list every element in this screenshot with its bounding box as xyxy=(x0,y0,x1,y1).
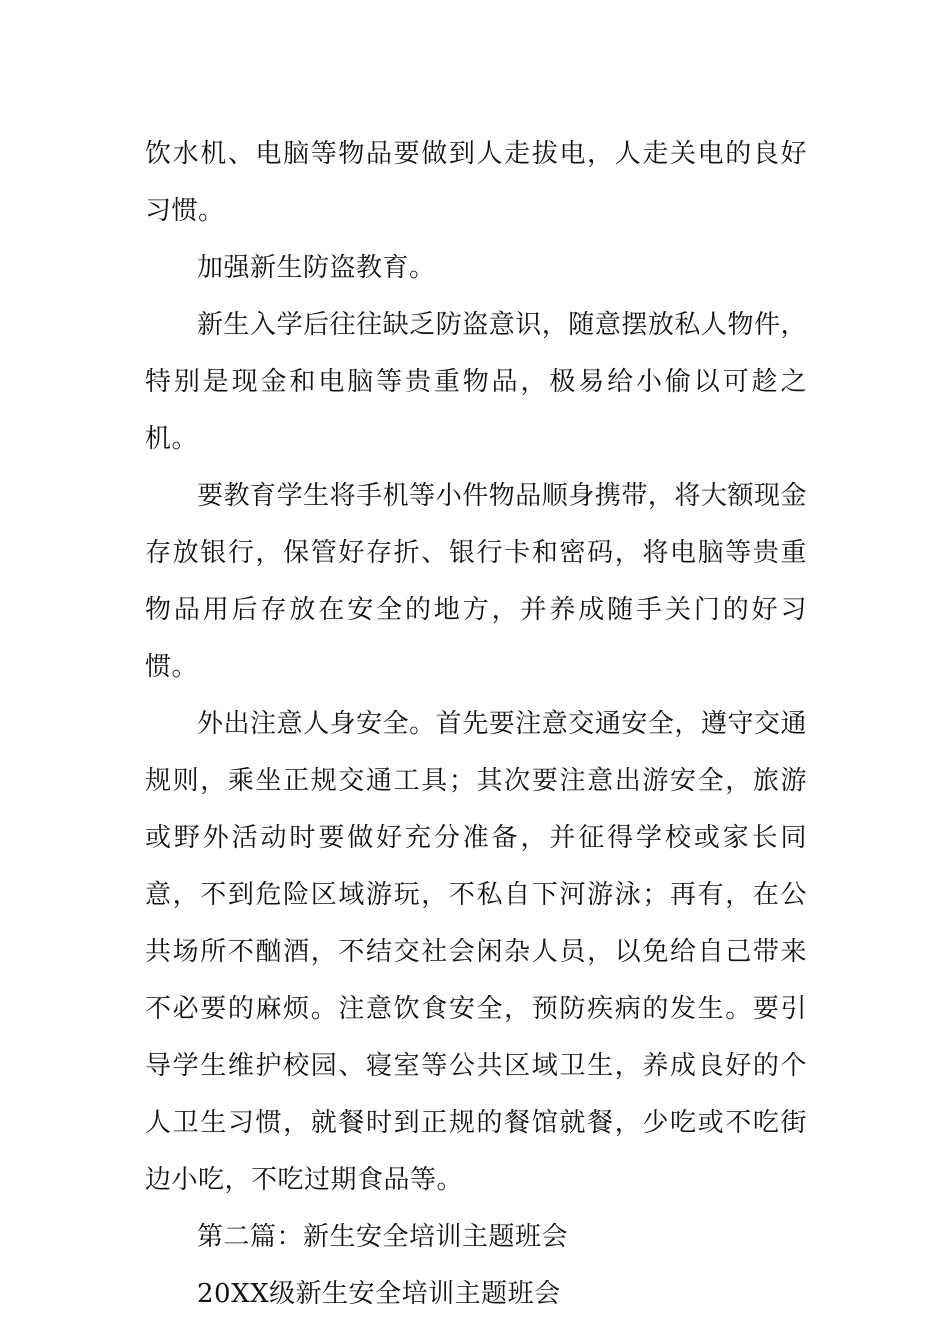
paragraph-valuables: 要教育学生将手机等小件物品顺身携带，将大额现金存放银行，保管好存折、银行卡和密码，将电脑等贵重物品用后存放在安全的地方，并养成随手关门的好习惯。 xyxy=(145,481,807,682)
paragraph-personal-safety: 外出注意人身安全。首先要注意交通安全，遵守交通规则，乘坐正规交通工具；其次要注意出游安全，旅游或野外活动时要做好充分准备，并征得学校或家长同意，不到危险区域游玩，不私自下河游泳；再有，在公共场所不酗酒，不结交社会闲杂人员，以免给自己带来不必要的麻烦。注意饮食安全，预防疾病的发生。要引导学生维护校园、寝室等公共区域卫生，养成良好的个人卫生习惯，就餐时到正规的餐馆就餐，少吃或不吃街边小吃，不吃过期食品等。 xyxy=(145,709,807,1195)
paragraph-continuation: 饮水机、电脑等物品要做到人走拔电，人走关电的良好习惯。 xyxy=(145,139,807,226)
section-subtitle: 20XX级新生安全培训主题班会 xyxy=(197,1279,561,1309)
document-body xyxy=(145,126,807,1323)
paragraph-theft-awareness: 新生入学后往往缺乏防盗意识，随意摆放私人物件，特别是现金和电脑等贵重物品，极易给小偷以可趁之机。 xyxy=(145,310,807,454)
section-title-part-two: 第二篇：新生安全培训主题班会 xyxy=(197,1222,569,1252)
paragraph-theft-heading: 加强新生防盗教育。 xyxy=(197,253,436,283)
